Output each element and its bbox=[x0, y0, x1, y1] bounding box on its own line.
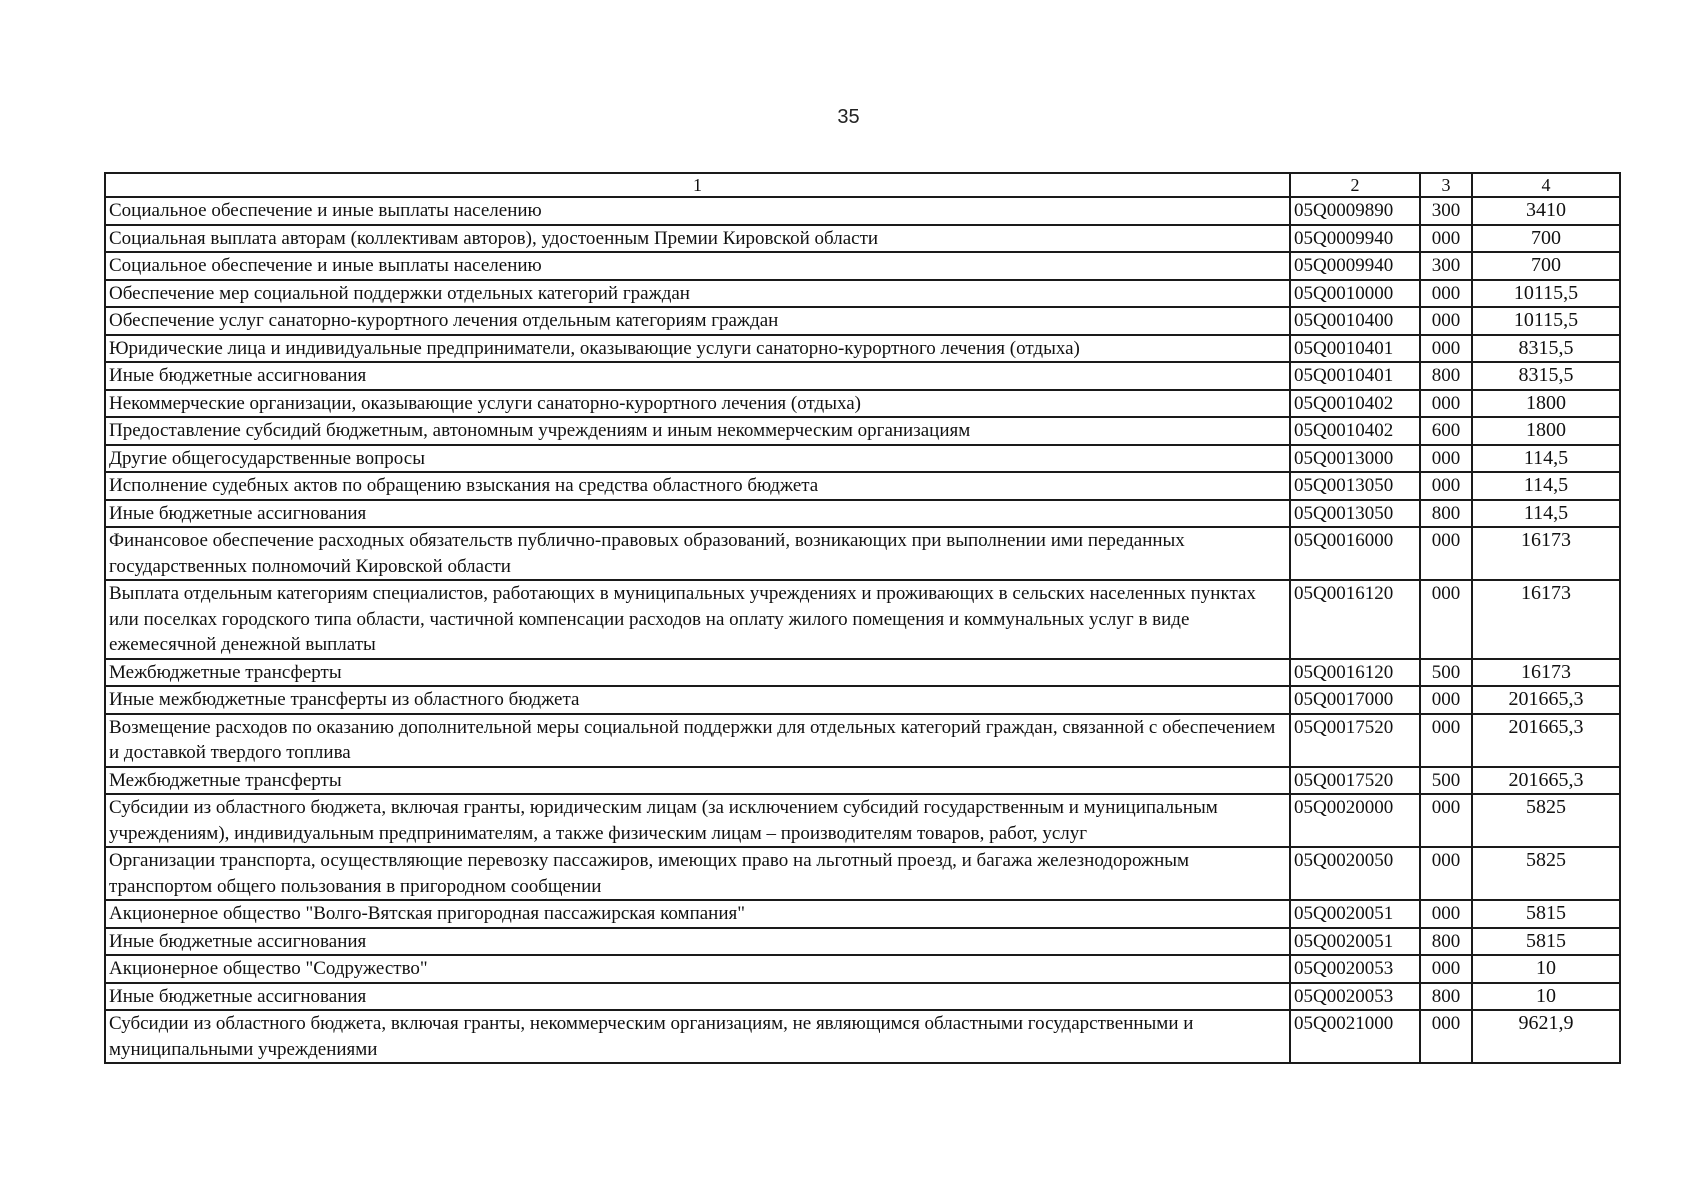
header-col-3: 3 bbox=[1420, 173, 1472, 197]
row-type: 000 bbox=[1420, 686, 1472, 714]
table-row bbox=[105, 500, 1620, 528]
row-name: Возмещение расходов по оказанию дополнительной меры социальной поддержки для отдельных категорий граждан, связанной с обеспечением и доставкой твердого топлива bbox=[105, 714, 1290, 767]
row-name: Акционерное общество "Содружество" bbox=[105, 955, 1290, 983]
row-name: Некоммерческие организации, оказывающие услуги санаторно-курортного лечения (отдыха) bbox=[105, 390, 1290, 418]
row-type: 000 bbox=[1420, 714, 1472, 767]
row-type: 000 bbox=[1420, 225, 1472, 253]
row-name: Субсидии из областного бюджета, включая гранты, некоммерческим организациям, не являющимся областными государственными и муниципальными учреждениями bbox=[105, 1010, 1290, 1063]
table-row bbox=[105, 527, 1620, 580]
row-amount: 1800 bbox=[1472, 390, 1620, 418]
row-name: Межбюджетные трансферты bbox=[105, 659, 1290, 687]
row-type: 000 bbox=[1420, 307, 1472, 335]
row-type: 000 bbox=[1420, 390, 1472, 418]
row-amount: 8315,5 bbox=[1472, 362, 1620, 390]
row-amount: 1800 bbox=[1472, 417, 1620, 445]
table-row bbox=[105, 280, 1620, 308]
row-name: Иные межбюджетные трансферты из областного бюджета bbox=[105, 686, 1290, 714]
table-row bbox=[105, 794, 1620, 847]
row-amount: 5825 bbox=[1472, 794, 1620, 847]
table-row bbox=[105, 847, 1620, 900]
row-amount: 3410 bbox=[1472, 197, 1620, 225]
row-code: 05Q0010401 bbox=[1290, 362, 1420, 390]
row-code: 05Q0016120 bbox=[1290, 580, 1420, 659]
table-row bbox=[105, 472, 1620, 500]
row-type: 000 bbox=[1420, 847, 1472, 900]
table-row bbox=[105, 445, 1620, 473]
row-type: 000 bbox=[1420, 472, 1472, 500]
row-amount: 10115,5 bbox=[1472, 307, 1620, 335]
table-row bbox=[105, 390, 1620, 418]
row-name: Другие общегосударственные вопросы bbox=[105, 445, 1290, 473]
row-amount: 5815 bbox=[1472, 928, 1620, 956]
table-row bbox=[105, 252, 1620, 280]
row-amount: 10 bbox=[1472, 983, 1620, 1011]
row-code: 05Q0017000 bbox=[1290, 686, 1420, 714]
row-code: 05Q0020051 bbox=[1290, 900, 1420, 928]
row-amount: 5825 bbox=[1472, 847, 1620, 900]
row-name: Межбюджетные трансферты bbox=[105, 767, 1290, 795]
row-type: 300 bbox=[1420, 197, 1472, 225]
row-name: Социальное обеспечение и иные выплаты населению bbox=[105, 252, 1290, 280]
row-code: 05Q0013050 bbox=[1290, 500, 1420, 528]
row-amount: 114,5 bbox=[1472, 472, 1620, 500]
header-col-1: 1 bbox=[105, 173, 1290, 197]
row-name: Обеспечение мер социальной поддержки отдельных категорий граждан bbox=[105, 280, 1290, 308]
row-amount: 5815 bbox=[1472, 900, 1620, 928]
row-code: 05Q0010402 bbox=[1290, 417, 1420, 445]
budget-table bbox=[104, 172, 1621, 1064]
row-code: 05Q0009940 bbox=[1290, 252, 1420, 280]
row-type: 000 bbox=[1420, 580, 1472, 659]
table-row bbox=[105, 335, 1620, 363]
row-code: 05Q0016000 bbox=[1290, 527, 1420, 580]
row-type: 000 bbox=[1420, 335, 1472, 363]
row-amount: 201665,3 bbox=[1472, 767, 1620, 795]
table-row bbox=[105, 714, 1620, 767]
row-code: 05Q0010401 bbox=[1290, 335, 1420, 363]
row-amount: 9621,9 bbox=[1472, 1010, 1620, 1063]
row-name: Финансовое обеспечение расходных обязательств публично-правовых образований, возникающих при выполнении ими переданных государственных полномочий Кировской области bbox=[105, 527, 1290, 580]
row-name: Иные бюджетные ассигнования bbox=[105, 500, 1290, 528]
row-name: Социальная выплата авторам (коллективам авторов), удостоенным Премии Кировской области bbox=[105, 225, 1290, 253]
row-type: 800 bbox=[1420, 983, 1472, 1011]
row-type: 000 bbox=[1420, 280, 1472, 308]
table-row bbox=[105, 307, 1620, 335]
table-row bbox=[105, 225, 1620, 253]
row-type: 500 bbox=[1420, 659, 1472, 687]
table-row bbox=[105, 767, 1620, 795]
table-row bbox=[105, 928, 1620, 956]
table-row bbox=[105, 900, 1620, 928]
row-code: 05Q0020051 bbox=[1290, 928, 1420, 956]
row-code: 05Q0016120 bbox=[1290, 659, 1420, 687]
row-code: 05Q0020053 bbox=[1290, 983, 1420, 1011]
row-type: 800 bbox=[1420, 362, 1472, 390]
row-code: 05Q0009940 bbox=[1290, 225, 1420, 253]
row-name: Субсидии из областного бюджета, включая гранты, юридическим лицам (за исключением субсидий государственным и муниципальным учреждениям), индивидуальным предпринимателям, а также физическим лицам – производителям товаров, работ, услуг bbox=[105, 794, 1290, 847]
table-row bbox=[105, 686, 1620, 714]
row-amount: 10 bbox=[1472, 955, 1620, 983]
row-amount: 8315,5 bbox=[1472, 335, 1620, 363]
table-row bbox=[105, 983, 1620, 1011]
row-type: 800 bbox=[1420, 928, 1472, 956]
row-type: 000 bbox=[1420, 794, 1472, 847]
row-type: 000 bbox=[1420, 527, 1472, 580]
row-code: 05Q0010000 bbox=[1290, 280, 1420, 308]
row-code: 05Q0013050 bbox=[1290, 472, 1420, 500]
table-header-row bbox=[105, 173, 1620, 197]
row-code: 05Q0010402 bbox=[1290, 390, 1420, 418]
row-amount: 16173 bbox=[1472, 659, 1620, 687]
row-code: 05Q0017520 bbox=[1290, 714, 1420, 767]
row-type: 000 bbox=[1420, 445, 1472, 473]
row-type: 000 bbox=[1420, 900, 1472, 928]
row-code: 05Q0020000 bbox=[1290, 794, 1420, 847]
row-amount: 201665,3 bbox=[1472, 714, 1620, 767]
table-row bbox=[105, 417, 1620, 445]
table-row bbox=[105, 955, 1620, 983]
row-name: Иные бюджетные ассигнования bbox=[105, 983, 1290, 1011]
row-amount: 10115,5 bbox=[1472, 280, 1620, 308]
table-row bbox=[105, 580, 1620, 659]
row-amount: 16173 bbox=[1472, 580, 1620, 659]
row-amount: 700 bbox=[1472, 252, 1620, 280]
row-type: 000 bbox=[1420, 955, 1472, 983]
table-row bbox=[105, 197, 1620, 225]
row-code: 05Q0009890 bbox=[1290, 197, 1420, 225]
row-amount: 700 bbox=[1472, 225, 1620, 253]
header-col-4: 4 bbox=[1472, 173, 1620, 197]
row-name: Иные бюджетные ассигнования bbox=[105, 362, 1290, 390]
row-name: Иные бюджетные ассигнования bbox=[105, 928, 1290, 956]
page-number: 35 bbox=[837, 106, 860, 128]
row-type: 600 bbox=[1420, 417, 1472, 445]
row-type: 300 bbox=[1420, 252, 1472, 280]
row-amount: 16173 bbox=[1472, 527, 1620, 580]
row-code: 05Q0020053 bbox=[1290, 955, 1420, 983]
row-code: 05Q0020050 bbox=[1290, 847, 1420, 900]
row-code: 05Q0017520 bbox=[1290, 767, 1420, 795]
row-name: Акционерное общество "Волго-Вятская пригородная пассажирская компания" bbox=[105, 900, 1290, 928]
row-name: Юридические лица и индивидуальные предприниматели, оказывающие услуги санаторно-курортного лечения (отдыха) bbox=[105, 335, 1290, 363]
row-type: 000 bbox=[1420, 1010, 1472, 1063]
table-row bbox=[105, 659, 1620, 687]
row-type: 500 bbox=[1420, 767, 1472, 795]
row-name: Предоставление субсидий бюджетным, автономным учреждениям и иным некоммерческим организациям bbox=[105, 417, 1290, 445]
header-col-2: 2 bbox=[1290, 173, 1420, 197]
row-name: Организации транспорта, осуществляющие перевозку пассажиров, имеющих право на льготный проезд, и багажа железнодорожным транспортом общего пользования в пригородном сообщении bbox=[105, 847, 1290, 900]
row-name: Социальное обеспечение и иные выплаты населению bbox=[105, 197, 1290, 225]
row-code: 05Q0021000 bbox=[1290, 1010, 1420, 1063]
row-amount: 114,5 bbox=[1472, 500, 1620, 528]
row-code: 05Q0010400 bbox=[1290, 307, 1420, 335]
row-code: 05Q0013000 bbox=[1290, 445, 1420, 473]
table-body bbox=[105, 197, 1620, 1063]
row-type: 800 bbox=[1420, 500, 1472, 528]
row-name: Выплата отдельным категориям специалистов, работающих в муниципальных учреждениях и проживающих в сельских населенных пунктах или поселках городского типа области, частичной компенсации расходов на оплату жилого помещения и коммунальных услуг в виде ежемесячной денежной выплаты bbox=[105, 580, 1290, 659]
row-name: Исполнение судебных актов по обращению взыскания на средства областного бюджета bbox=[105, 472, 1290, 500]
table-row bbox=[105, 1010, 1620, 1063]
row-amount: 114,5 bbox=[1472, 445, 1620, 473]
table-row bbox=[105, 362, 1620, 390]
row-amount: 201665,3 bbox=[1472, 686, 1620, 714]
row-name: Обеспечение услуг санаторно-курортного лечения отдельным категориям граждан bbox=[105, 307, 1290, 335]
